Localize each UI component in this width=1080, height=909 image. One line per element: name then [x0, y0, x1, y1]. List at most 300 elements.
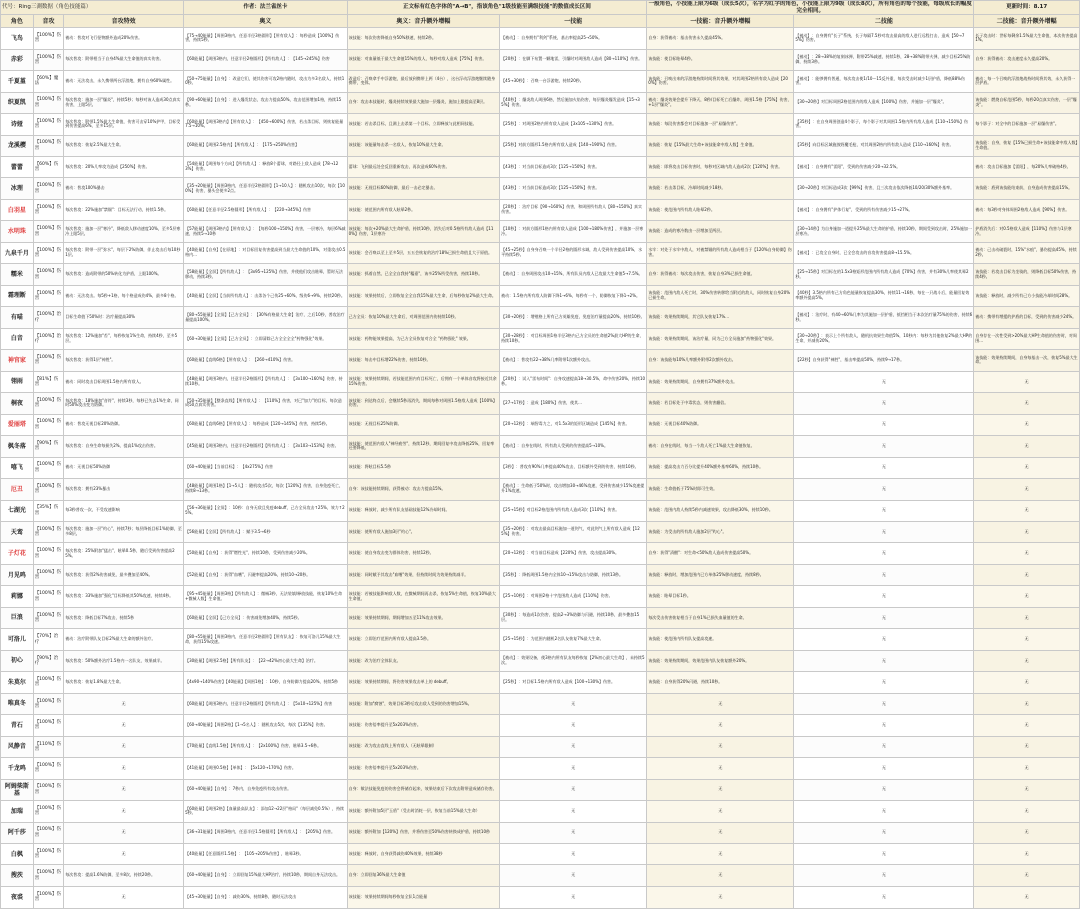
skill1-plus-cell: 该技能：效果持续期间，该治疗量，同为己方全员施加"药物强化"效果。	[647, 328, 794, 349]
ultimate-cell: 【48能量】【周围1格】【1→5人】：随机攻击5次，每次【120%】伤害，自身免疫死亡，持续8→13秒。	[184, 479, 347, 500]
ultimate-cell: 【75→40能量】【周围3格内，任意半径3格圆形】【所有敌人】：每秒造成【100%】伤害，持续5秒。	[184, 28, 347, 49]
ultimate-cell: 【40能量】【全屏】【当前所有敌人】：击杀各个己伤25→60%，级伤6→9%，持续20秒。	[184, 285, 347, 306]
role-name-cell: 夜裘	[1, 886, 34, 908]
attack-grade-cell: 【100%】伤害	[33, 844, 64, 865]
attack-effect-cell: 每次普攻：33%施加"强化"目标降低其50%攻速，持续4秒。	[64, 586, 184, 607]
skill2-cell: 无	[794, 586, 974, 607]
skill1-cell: 【35→20秒】：对攻击最高目标施加一道剑气，对此剑气上所有敌人造成【125%】伤害。	[500, 521, 647, 542]
attack-effect-cell: 无	[64, 886, 184, 908]
attack-grade-cell: 【100%】伤害	[33, 865, 64, 886]
skill2-cell: 无	[794, 543, 974, 564]
skill1-cell: 【40秒】：爆炎敌人周围6格，然后施加火焰伤害，每层爆炎爆发造成【15→35%】伤害。	[500, 92, 647, 113]
attack-effect-cell: 被动：无视目标50%防御	[64, 457, 184, 478]
role-name-cell: 朱莫尔	[1, 672, 34, 693]
ultimate-plus-cell: 该技能：同时赋予其攻击"血嗜"效果，但持续时间为效果持续减半。	[347, 564, 500, 585]
skill2-plus-cell: 无	[974, 629, 1080, 650]
table-row	[1, 371, 1080, 392]
ultimate-cell: 【56能量】【全屏】【所有敌人】：赋予3.5→6秒	[184, 521, 347, 542]
ultimate-cell: 【80→55能量】【全屏】【己方全员】：【30%有格最大生命】治疗，之后10秒，普攻治疗量提高100%。	[184, 307, 347, 328]
table-row	[1, 715, 1080, 736]
attack-effect-cell: 每3秒普攻一次，不受攻速影响	[64, 500, 184, 521]
skill2-cell: 无	[794, 457, 974, 478]
table-row	[1, 307, 1080, 328]
ultimate-plus-cell: 该技能：抓着自然、已全全自我持"糯嘉"，该多25%所受伤害，持续10秒。	[347, 264, 500, 285]
skill2-cell: 【被动】：自身拥有"雷阳"，受到的伤害减少20→32.5%。	[794, 157, 974, 178]
table-row	[1, 135, 1080, 156]
ultimate-plus-cell: 该技能：释放时，自身获得减伤40%效果，持续38秒	[347, 844, 500, 865]
skill1-plus-cell: 无	[647, 844, 794, 865]
ultimate-plus-cell: 该技能：将眩目标5.5秒	[347, 457, 500, 478]
skill1-cell: 【25秒】对前方圆形1.5格内所有敌人造成【140→190%】伤害。	[500, 135, 647, 156]
skill2-cell: 无	[794, 886, 974, 908]
skill2-cell: 无	[794, 736, 974, 757]
skill1-cell: 【30→20秒】：增殖格上所有己方英雄免疫，免疫治疗量提高20%，持续10秒。	[500, 307, 647, 328]
ultimate-cell: 【60→40能量】【周围2格】【1→5名人】：随机攻击5次，每次【135%】伤害。	[184, 715, 347, 736]
ultimate-plus-cell: 自身：攻击本技能时，爆炎持续效果最大施加一层爆炎，施加上限提高至8层。	[347, 92, 500, 113]
ultimate-plus-cell: 该技能：效果持续期间，若技能范围内有目标死亡，后拥有一个单体音攻将接近其余15%伤害。	[347, 371, 500, 392]
skill2-plus-cell: 护盾消失后：对0.5格敌人造成【110%】伤害与1层寒冷。	[974, 221, 1080, 242]
ultimate-plus-cell: 该技能：该能量每击杀一名敌人，恢复10%最大生命。	[347, 135, 500, 156]
ultimate-plus-cell: 该技能：改为攻击直线上所有敌人（无眩晕限制）	[347, 736, 500, 757]
skill1-plus-cell: 水牢：对处于水牢中敌人，对被禁锢的所有敌人造成相当于【120%自身防御】伤害。	[647, 242, 794, 263]
skill1-cell: 【25秒】：对周围2格内所有敌人造成【3x105→130%】伤害。	[500, 114, 647, 135]
col-header-skill2: 二技能	[794, 15, 974, 28]
role-name-cell: 唯真冬	[1, 693, 34, 714]
skill1-cell: 【20→12秒】：对当前目标造成【220%】伤害，攻击提高30%。	[500, 543, 647, 564]
ultimate-plus-cell: 该技能：使范围内所有敌人眩晕2秒。	[347, 199, 500, 220]
table-body	[1, 28, 1080, 909]
skill1-plus-cell: 自身：获得被动：基击伤害永久提高45%。	[647, 28, 794, 49]
attack-grade-cell: 【100%】伤害	[33, 221, 64, 242]
role-name-cell: 子灯花	[1, 543, 34, 564]
table-row	[1, 414, 1080, 435]
skill1-cell: 无	[500, 693, 647, 714]
attack-grade-cell: 【100%】伤害	[33, 564, 64, 585]
skill1-cell: 【被动】：自身拥有"利剑"系统，基击率提高25→50%。	[500, 28, 647, 49]
ultimate-plus-cell: 该技能：附加"腐蚀"，效果目标3秒后攻击敌人受到的伤害增加15%。	[347, 693, 500, 714]
attack-effect-cell: 被动：无法攻击。每5秒+1格，每个格造成伤4%，最多8个格。	[64, 285, 184, 306]
skill2-plus-cell: 无	[974, 736, 1080, 757]
table-row	[1, 393, 1080, 414]
skill1-plus-cell: 该技能：范围内敌人持续5秒内减速效果，攻击降低30%，持续10秒。	[647, 500, 794, 521]
ultimate-cell: 【60能量】【周围3格内，任意半径2格圆形】【所有敌人】：【145→245%】伤害	[184, 49, 347, 70]
attack-grade-cell: 【100%】伤害	[33, 242, 64, 263]
skill1-plus-cell: 该技能：无视目标40%防御。	[647, 414, 794, 435]
skill1-cell: 【27→17秒】：造成【180%】伤害，使其...	[500, 393, 647, 414]
role-name-cell: 搜茨	[1, 865, 34, 886]
skill2-plus-cell: 该技能：盾到该技能结束前，自身造成伤害提高15%。	[974, 178, 1080, 199]
skill1-plus-cell: 该技能：效果持续期间，自身拥有37%额外攻击。	[647, 371, 794, 392]
skill2-cell: 无	[794, 371, 974, 392]
skill2-plus-cell: 被动：己击动破裂时，15%"水痕"，暴伤提高45%，持续2秒。	[974, 242, 1080, 263]
role-name-cell: 七湖光	[1, 500, 34, 521]
skill2-plus-cell: 无	[974, 801, 1080, 822]
skill1-plus-cell: 被动：自身在线时，每当一个敌人死亡1%最大生命值恢复。	[647, 436, 794, 457]
skill1-plus-cell: 该技能：范围内敌人死亡时，30%伤害转移给当附近的敌人，同时恢复自身20%已损生命。	[647, 285, 794, 306]
table-row	[1, 199, 1080, 220]
attack-effect-cell: 每次普攻：自身生命每损失2%，提高1%攻击伤害。	[64, 436, 184, 457]
skill2-plus-cell: 无	[974, 479, 1080, 500]
role-name-cell: 霜理断	[1, 285, 34, 306]
doc-code: 代号：Ring三測数据（角色技能篇）	[1, 1, 184, 15]
skill2-cell: 【被动】：能够拥有普通，每次攻击使1/10～15反外重，每次受击时减少1层护盾，降低88%伤害。	[794, 71, 974, 92]
table-row	[1, 285, 1080, 306]
table-row	[1, 693, 1080, 714]
skill2-plus-cell: 无	[974, 607, 1080, 628]
attack-grade-cell: 【35%】伤害	[33, 500, 64, 521]
attack-grade-cell: 【100%】伤害	[33, 28, 64, 49]
ultimate-cell: 【70能量】【直线1.5格】【所有敌人】：【2x100%】伤害，眩晕3.5→6秒。	[184, 736, 347, 757]
ultimate-plus-cell: 该技能：使范围内敌人"神经疲劳"，持续12秒，期间回复中攻击降低25%，回复率还要降低。	[347, 436, 500, 457]
skill2-plus-cell: 被动：每3秒对身体周围2格敌人造成【90%】伤害。	[974, 199, 1080, 220]
attack-grade-cell: 【70%】治疗	[33, 629, 64, 650]
table-row	[1, 758, 1080, 779]
skill2-cell: 无	[794, 758, 974, 779]
ultimate-cell: 【60能量】【周围2格】【血量最高队友】：添加12→22层"格局"（每层减免0.5%），持续5秒。	[184, 801, 347, 822]
ultimate-cell: 【60→30能量】【全屏】【己方全员】：立即清除己方全全全全"药物强化"效果。	[184, 328, 347, 349]
skill1-cell: 无	[500, 886, 647, 908]
skill2-cell: 无	[794, 715, 974, 736]
skill1-plus-cell: 该技能：自身获得20%闪避，持续10秒。	[647, 672, 794, 693]
table-row	[1, 436, 1080, 457]
table-row	[1, 736, 1080, 757]
col-header-attack: 音攻	[33, 15, 64, 28]
role-name-cell: 千夏堇	[1, 71, 34, 92]
role-name-cell: 天鸾	[1, 521, 34, 542]
skill1-cell: 无	[500, 865, 647, 886]
role-name-cell: 加瑞	[1, 801, 34, 822]
skill2-cell: 【22秒】自身获得"神胜"，基击率提高50%，持续9→17秒。	[794, 350, 974, 371]
skill2-cell: 【被动】：已攻全自身时，已全会攻击的音攻伤害提高8→15.5%。	[794, 242, 974, 263]
skill1-cell: 【3秒】：普攻有90%几率提高40%攻击，目标额外受到的伤害，持续10秒。	[500, 457, 647, 478]
skill1-cell: 无	[500, 736, 647, 757]
skill2-plus-cell: 无	[974, 586, 1080, 607]
skill1-plus-cell: 该技能：效果持续期间，效果范围内队友恢复额外20%。	[647, 650, 794, 671]
ultimate-plus-cell: 该技能：效果持续期间每秒恢复全队1点能量	[347, 886, 500, 908]
attack-grade-cell: 【110%】伤害	[33, 736, 64, 757]
doc-author: 作者：法兰雀丝卡	[184, 1, 347, 15]
role-name-cell: 枫冬落	[1, 436, 34, 457]
attack-effect-cell: 每次普攻：获得2%伤害减免，最多叠加至40%。	[64, 564, 184, 585]
role-name-cell: 诗娅	[1, 114, 34, 135]
role-name-cell: 蕾蕾	[1, 157, 34, 178]
skill2-cell: 无	[794, 844, 974, 865]
attack-effect-cell: 每次普攻：施加一层"寒冷"，降低敌人移动速度10%，至多5层寒冷上限5层。	[64, 221, 184, 242]
attack-grade-cell: 【100%】伤害	[33, 801, 64, 822]
skill1-plus-cell: 无	[647, 779, 794, 800]
ultimate-cell: 【45能量】【周围3格内，任意半径2格圆形】【所有敌人】：【3x103→153%】伤害。	[184, 436, 347, 457]
attack-effect-cell: 无	[64, 758, 184, 779]
ultimate-plus-cell: 该技能：伤害倍率提升至5x203%伤害。	[347, 715, 500, 736]
ultimate-plus-cell: 该技能：对血量低于最大生命值15%的敌人，每秒对敌人造成【75%】伤害。	[347, 49, 500, 70]
table-row	[1, 844, 1080, 865]
skill2-plus-cell: 该技能：自身，恢复【15%已损生命+该技能命中敌人数】生命值。	[974, 135, 1080, 156]
ultimate-cell: 【95→45能量】【周围3格】【所有敌人】：微械3秒，无法装填/释放技能，恢复10%生命+微械人数】生命值。	[184, 586, 347, 607]
role-name-cell: 飞鸟	[1, 28, 34, 49]
attack-grade-cell: 【100%】伤害	[33, 521, 64, 542]
skill2-plus-cell: 无	[974, 436, 1080, 457]
attack-grade-cell: 【100%】伤害	[33, 135, 64, 156]
skill1-cell: 【43秒】：对当前目标造成3次【125→150%】伤害。	[500, 157, 647, 178]
ultimate-cell: 【60能量】【任意半径2.5格圆形】【所有敌人】：【220→345%】伤害	[184, 199, 347, 220]
skill2-plus-cell: 长子攻击时：世标每剩余1.5%最大生命值，本次伤害提高1%。	[974, 28, 1080, 49]
attack-effect-cell: 被动：治疗附带队友目标2%最大生命的额外治疗。	[64, 629, 184, 650]
table-row	[1, 49, 1080, 70]
skill2-plus-cell: 无	[974, 414, 1080, 435]
skill1-cell: 无	[500, 779, 647, 800]
ultimate-cell: 【60能量】【全屏】【己方全员】：伤害减免增加40%，持续5秒。	[184, 607, 347, 628]
skill1-plus-cell: 无	[647, 801, 794, 822]
skill2-plus-cell: 被动：携带有增援的护盾的目标，受到的伤害减少24%。	[974, 307, 1080, 328]
skill1-plus-cell: 自身：获得被动：每次攻击伤害，恢复自身3%已损生命值。	[647, 264, 794, 285]
skill2-plus-cell: 自身：获得被动：攻击速度永久提高20%。	[974, 49, 1080, 70]
skill1-cell: 【20秒】：治疗目标【90→160%】伤害，和周围所有敌人【80→150%】真实伤害。	[500, 199, 647, 220]
ultimate-plus-cell: 自身：敏法技能免疫的伤害会将储存起来，效果结束后下次攻击附带造成储存伤害。	[347, 779, 500, 800]
attack-grade-cell: 【100%】伤害	[33, 92, 64, 113]
skill1-cell: 【被动】：生命低于50%时，攻击增加30→46%攻速，受到伤害减少15%攻速提升1%攻速。	[500, 479, 647, 500]
skill1-plus-cell: 该技能：若击杀目标，冷却时间减少18秒。	[647, 178, 794, 199]
table-row	[1, 886, 1080, 908]
skill1-plus-cell: 该技能：生命值低于75%时即可生效。	[647, 479, 794, 500]
role-name-cell: 神官家	[1, 350, 34, 371]
skill2-cell: 无	[794, 865, 974, 886]
table-row	[1, 865, 1080, 886]
attack-grade-cell: 【100%】伤害	[33, 479, 64, 500]
role-name-cell: 阿千莎	[1, 822, 34, 843]
attack-effect-cell: 无	[64, 693, 184, 714]
role-name-cell: 翎雨	[1, 371, 34, 392]
skill2-plus-cell: 无	[974, 672, 1080, 693]
skill2-cell: 无	[794, 564, 974, 585]
skill2-plus-cell: 每个影子：对全中的目标施加一层"易爆伤害"。	[974, 114, 1080, 135]
skill2-plus-cell: 无	[974, 865, 1080, 886]
ultimate-plus-cell: 该技能：额外附加5层"玉盾"（受击时消耗一层，恢复当前15%最大生命）	[347, 801, 500, 822]
attack-effect-cell: 无	[64, 715, 184, 736]
skill2-plus-cell: 无	[974, 500, 1080, 521]
table-row	[1, 178, 1080, 199]
skill1-plus-cell: 该技能：恢复【15%最大生命+该技能命中敌人数】生命值。	[647, 135, 794, 156]
skill1-cell: 【45→25秒】自身身召唤一个半径2格的圆形水域，敌人受到伤害提高10%，水平持续5秒。	[500, 242, 647, 263]
ultimate-plus-cell: 该技能：药物能效果提高，为己方全员恢复对合全 "药物强化" 效果。	[347, 328, 500, 349]
col-header-skill1: 一技能	[500, 15, 647, 28]
attack-effect-cell: 每次普攻：恢复2.5%最大生命。	[64, 135, 184, 156]
attack-grade-cell: 【90%】伤害	[33, 436, 64, 457]
attack-effect-cell: 每次普攻：获得1层"神胜"。	[64, 350, 184, 371]
skill2-plus-cell: 无	[974, 822, 1080, 843]
ultimate-plus-cell: 自身：该技能持续期间，获得被动：攻击力提高15%。	[347, 479, 500, 500]
skill1-plus-cell: 该技能：提高攻击力百分比提升40%额外基率60%，持续10秒。	[647, 457, 794, 478]
ultimate-cell: 【4x90→140%伤害】【40能量】【周围1格】：10秒，自身防御力提高20%，持续5秒	[184, 672, 347, 693]
ultimate-plus-cell: 该技能：每次伤害降低自身50%移速，持续2秒。	[347, 28, 500, 49]
skill1-cell: 【被动】：普攻有22→38%几率附带1次额外攻击。	[500, 350, 647, 371]
role-name-cell: 白音	[1, 328, 34, 349]
skill1-plus-cell: 无	[647, 736, 794, 757]
attack-effect-cell: 被动：普攻对飞行怪物额外造成20%伤害。	[64, 28, 184, 49]
skill1-cell: 【30→28秒】：对目标周围1格半径3格内己方全员的生命值2%最大HP的生命，持续10秒。	[500, 328, 647, 349]
ultimate-cell: 【48能量】【周围3格内，任意半径2格圆形】【所有敌人】：【3x100→160%】伤害，持续10秒。	[184, 371, 347, 392]
skill2-cell: 无	[794, 436, 974, 457]
attack-effect-cell: 每次普攻：降低目标7%攻击，持续5秒	[64, 607, 184, 628]
ultimate-cell: 【40能量】【自身】【在原地】：对目标回复伤害提高到当最大生命值的10%，对重攻击0.5格内...	[184, 242, 347, 263]
attack-effect-cell: 每次普攻：提高1.6%防御，至多8次，持续20秒。	[64, 865, 184, 886]
ultimate-plus-cell: 己方全员：恢复10%最大生命后，对周围范围内伤持续10秒。	[347, 307, 500, 328]
role-name-cell: 有喵	[1, 307, 34, 328]
skill1-plus-cell: 该技能：使目标眩晕4秒。	[647, 49, 794, 70]
skill1-cell: 【被动】：效果设备，使3格内所有队友每秒恢复【2%初心最大生命】，未持续5次。	[500, 650, 647, 671]
table-row	[1, 629, 1080, 650]
attack-effect-cell: 被动：普攻无视目标20%防御。	[64, 414, 184, 435]
ultimate-cell: 【60→40能量】【自身】：7秒内，自身免疫所有攻击伤害。	[184, 779, 347, 800]
attack-grade-cell: 【100%】伤害	[33, 350, 64, 371]
ultimate-cell: 【60能量】【周围3格内，任意半径2格圆形】【所有敌人】：【5x10→125%】伤害	[184, 693, 347, 714]
ultimate-plus-cell: 该技能：效果持续期间，期间增加五至11%攻击效果。	[347, 607, 500, 628]
table-row	[1, 221, 1080, 242]
ultimate-cell: 【35→20能量】【周围3格内，任意半径2格圆形】【1→10人】：随机攻击10次，每次【100%】伤害，暴头会使多2点。	[184, 178, 347, 199]
skill2-cell: 无	[794, 500, 974, 521]
skill2-cell: 无	[794, 521, 974, 542]
skill1-cell: 无	[500, 801, 647, 822]
attack-effect-cell: 每次普攻：20%几率攻为造成【250%】伤害。	[64, 157, 184, 178]
ultimate-cell: 【41能量】【周围0.5格】【单体】：【5x120→170%】伤害。	[184, 758, 347, 779]
attack-effect-cell: 目标生命值下50%时：治疗量提高30%	[64, 307, 184, 328]
col-header-skill2-plus: 二技能：音升额外增幅	[974, 15, 1080, 28]
skill2-plus-cell: 被动：每一个召唤的浮游炮战持时间将其效，永久获得一层护盾。	[974, 71, 1080, 92]
skill1-plus-cell: 该技能：造成的寒冷数由一层增加至两层。	[647, 221, 794, 242]
attack-grade-cell: 【100%】伤害	[33, 543, 64, 564]
skill2-plus-cell: 无	[974, 715, 1080, 736]
table-row	[1, 264, 1080, 285]
role-name-cell: 阿姆柴斯基	[1, 779, 34, 800]
skill1-plus-cell: 该技能：使范围内所有队友提高攻速。	[647, 629, 794, 650]
attack-grade-cell: 【100%】伤害	[33, 285, 64, 306]
ultimate-cell: 【40能量】【任意圆形1.5格】：【105→205%伤害】，眩晕3秒。	[184, 844, 347, 865]
ultimate-plus-cell: 该技能：无视目标60%防御，最后一击必定暴击。	[347, 178, 500, 199]
table-row	[1, 457, 1080, 478]
skill2-plus-cell: 无	[974, 564, 1080, 585]
skill2-cell: 无	[794, 414, 974, 435]
skill2-cell: 【35秒】向目标区域施放野魔毛枪，对其周围2格内所有敌人造成【110→160%】伤害。	[794, 135, 974, 156]
role-name-cell: 巨浪	[1, 607, 34, 628]
skill2-plus-cell: 无	[974, 886, 1080, 908]
role-name-cell: 千龙鸣	[1, 758, 34, 779]
skill2-cell: 【被动】：治疗时，有40→60%几率为其施加一层护盾，抵挡相当于本次治疗量75%的伤害，持续6秒。	[794, 307, 974, 328]
role-name-cell: 冰理	[1, 178, 34, 199]
skill1-plus-cell: 无	[647, 758, 794, 779]
skill2-cell: 【30→14秒】为自身施加一道提升25%最大生命的护盾，持续10秒，期间受到攻击时，25%施加一层寒冷。	[794, 221, 974, 242]
skill1-cell: 【25秒】：对目标1.5格内所有敌人造成【100→130%】伤害。	[500, 672, 647, 693]
attack-grade-cell: 【100%】伤害	[33, 672, 64, 693]
ultimate-cell: 【58能量】【全屏】【所有敌人】：【3x95→125%】伤害，并使他们攻击眩晕，暂时无法移动，持续3秒。	[184, 264, 347, 285]
doc-note2: 一般角色，小技能上限为6级（成长5次），名字为红字的角色，小技能上限为9级（成长8次），所有角色的每个技能，每级成长的幅度完全相同。	[648, 1, 972, 14]
skill1-cell: 【25→15秒】对目标2格范围内所有敌人造成3次【110%】伤害。	[500, 500, 647, 521]
skill2-cell: 无	[794, 479, 974, 500]
attack-effect-cell: 无	[64, 844, 184, 865]
attack-grade-cell: 【100%】伤害	[33, 393, 64, 414]
col-header-role: 角色	[1, 15, 34, 28]
table-row	[1, 801, 1080, 822]
skill2-plus-cell: 被动：攻击目标施加【雷阳】，每20%几率破格4秒。	[974, 157, 1080, 178]
skill2-cell: 无	[794, 650, 974, 671]
title-row	[1, 1, 1080, 15]
table-row	[1, 543, 1080, 564]
attack-grade-cell: 【100%】伤害	[33, 264, 64, 285]
role-name-cell: 白枫	[1, 844, 34, 865]
skill1-plus-cell: 无	[647, 886, 794, 908]
skill1-plus-cell: 该技能：召唤出来的浮游炮持续时间将其效果，对其周围2格所有敌人造成【200%】伤害。	[647, 71, 794, 92]
skill2-cell: 【30→20秒】：表示上个所有敌人，随机抗效果生命值5%，10秒内：每秒为其他恢复2%最大HP的生命，并减伤20%。	[794, 328, 974, 349]
ultimate-plus-cell: 该技能：每击中目标增22%伤害，持续10秒。	[347, 350, 500, 371]
skill1-plus-cell: 该技能：为受击的所有敌人施加2层"灼心"。	[647, 521, 794, 542]
skill1-cell: 【25→10秒】：对周围2格十字范围敌人造成【110%】伤害。	[500, 586, 647, 607]
role-name-cell: 嘻飞	[1, 457, 34, 478]
attack-effect-cell: 无	[64, 736, 184, 757]
skill1-plus-cell: 该技能：即将攻击目标伤害时，每秒对区域内敌人造成2次【120%】伤害。	[647, 157, 794, 178]
skill1-plus-cell: 该技能：使范围内所有敌人眩晕2秒。	[647, 199, 794, 220]
skill2-cell: 【30→20秒】对目标周围2格范围内的敌人造成【100%】伤害，并施加一层"爆炎"。	[794, 92, 974, 113]
skill1-cell: 【20秒】：在脚下布置一颗地雷，引爆时对周围敌人造成【80→110%】伤害。	[500, 49, 647, 70]
ultimate-cell: 【60→40能量】【自身】：立即回复15%最大HP治疗，持续10秒，期间自身无法攻击。	[184, 865, 347, 886]
skill2-cell: 【35秒】：在自身周围创造4个影子，每个影子对其周围1.5格内所有敌人造成【110→150%】伤害。	[794, 114, 974, 135]
attack-grade-cell: 【90%】治疗	[33, 650, 64, 671]
skill1-cell: 无	[500, 844, 647, 865]
skill1-cell: 【45→30秒】：召唤一台浮游炮，持续20秒。	[500, 71, 647, 92]
skill1-plus-cell: 无	[647, 693, 794, 714]
skill2-cell: 无	[794, 822, 974, 843]
attack-effect-cell: 无	[64, 801, 184, 822]
doc-updated: 更新时间：8.17	[974, 1, 1080, 15]
table-row	[1, 242, 1080, 263]
attack-grade-cell: 【100%】伤害	[33, 607, 64, 628]
attack-grade-cell: 【100%】伤害	[33, 457, 64, 478]
ultimate-plus-cell: 该技能：使所有敌人施加3层"灼心"。	[347, 521, 500, 542]
ultimate-cell: 【90→60能量】【自身】：进入爆发状态，攻击力提高50%，攻击范围增加1格，持续15秒。	[184, 92, 347, 113]
skill1-plus-cell: 该技能：每段伤害都会对目标施加一层"易爆伤害"。	[647, 114, 794, 135]
attack-effect-cell: 每次普攻：附带一层"弥水"，每层下2%防御，伴止攻击后每10秒1层。	[64, 242, 184, 263]
skill1-plus-cell: 该技能：释放时，增加范围内已方单体25%移动速度，持续8秒。	[647, 564, 794, 585]
attack-grade-cell: 【100%】伤害	[33, 779, 64, 800]
skill1-cell: 被动：1.5格内所有敌人防御下降1→6%，每秒有一个，防御恢复下降1→2%。	[500, 285, 647, 306]
skill2-plus-cell: 自身存在一次性受到>20%最大HP生命值的伤害时，对周围...	[974, 328, 1080, 349]
attack-effect-cell: 每次普攻：造成附带的50%转化为护盾，上限100%。	[64, 264, 184, 285]
table-row	[1, 328, 1080, 349]
skill1-cell: 【25→15秒】：为范围内随机2名队友恢复7%最大生命。	[500, 629, 647, 650]
skill2-plus-cell: 无	[974, 521, 1080, 542]
skill2-plus-cell: 无	[974, 844, 1080, 865]
skill1-cell: 【35秒】：降低周围1.5格内全体10→15%攻击与防御，持续13秒。	[500, 564, 647, 585]
attack-effect-cell: 每次普攻：25%附加"猛击"，眩晕0.5秒，随后受到伤害提高25%。	[64, 543, 184, 564]
skill2-cell: 无	[794, 801, 974, 822]
skill1-cell: 无	[500, 822, 647, 843]
skill1-plus-cell: 无	[647, 715, 794, 736]
role-name-cell: 莉娜	[1, 586, 34, 607]
skill1-plus-cell: 自身：获得"清醒"：对生命<50%敌人造成伤害提高50%。	[647, 543, 794, 564]
attack-effect-cell: 被动：无法攻击，永久携带两台浮游炮，拥有自身60%属性。	[64, 71, 184, 92]
role-name-cell: 可洛儿	[1, 629, 34, 650]
attack-grade-cell: 【100%】伤害	[33, 822, 64, 843]
column-header-row	[1, 15, 1080, 28]
skill2-cell: 【被动】：28→38%的复刻冰弹，附带25%减速，持续1秒，28→38%附带火弹，减少目标25%防御，持续3秒。	[794, 49, 974, 70]
skill1-cell: 【20→12秒】：端智毒力之，对1.5x3的矩形区域造成【145%】伤害。	[500, 414, 647, 435]
attack-grade-cell: 【100%】治疗	[33, 328, 64, 349]
skill2-cell: 无	[794, 629, 974, 650]
table-row	[1, 822, 1080, 843]
ultimate-plus-cell: 该技能：若被技能影响敌人数，在微械期间再击杀，恢复5%生命值，恢复10%最大生命值。	[347, 586, 500, 607]
ultimate-cell: 【60→40能量】【当前目标】：【4x275%】伤害	[184, 457, 347, 478]
skill1-plus-cell: 该技能：效果持续期间，其它队友恢复17%...	[647, 307, 794, 328]
ultimate-plus-cell: 该技能：伤害倍率提升至5x203%伤害。	[347, 758, 500, 779]
attack-grade-cell: 【100%】伤害	[33, 414, 64, 435]
skill2-cell: 【40秒】3.5格内所有己方角色能量恢复提高30%，持续11→16秒，每在一只战斗后，能量回复效率额外提高5%。	[794, 285, 974, 306]
